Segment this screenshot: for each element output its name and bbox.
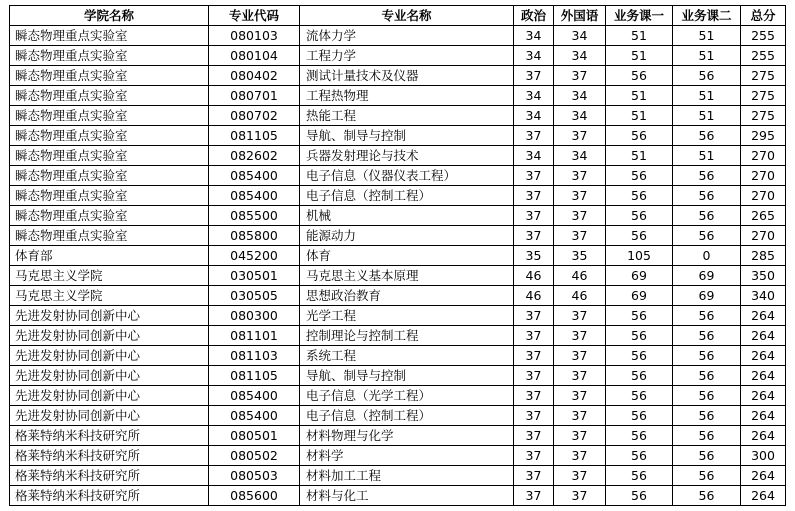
table-row [10,446,786,466]
cell-politics-score: 37 [514,206,554,226]
cell-college-name: 瞬态物理重点实验室 [10,226,209,246]
cell-course-two-score: 56 [673,166,741,186]
cell-major-code: 080103 [209,26,300,46]
table-row [10,266,786,286]
score-table [9,5,786,506]
cell-total-score: 264 [741,406,786,426]
header-foreign-language: 外国语 [554,6,606,26]
cell-course-one-score: 69 [606,286,673,306]
cell-foreign-language-score: 37 [554,66,606,86]
cell-major-name: 系统工程 [300,346,514,366]
cell-major-code: 080402 [209,66,300,86]
cell-college-name: 马克思主义学院 [10,266,209,286]
cell-course-one-score: 51 [606,106,673,126]
cell-major-name: 电子信息（仪器仪表工程） [300,166,514,186]
table-row [10,186,786,206]
cell-course-two-score: 51 [673,86,741,106]
cell-course-one-score: 56 [606,206,673,226]
cell-course-two-score: 56 [673,346,741,366]
cell-politics-score: 37 [514,426,554,446]
cell-major-name: 导航、制导与控制 [300,126,514,146]
cell-total-score: 255 [741,26,786,46]
cell-total-score: 270 [741,146,786,166]
cell-total-score: 270 [741,166,786,186]
cell-foreign-language-score: 34 [554,46,606,66]
cell-course-two-score: 51 [673,26,741,46]
table-row [10,86,786,106]
table-row [10,306,786,326]
table-header-row [10,6,786,26]
cell-major-name: 导航、制导与控制 [300,366,514,386]
cell-course-two-score: 56 [673,486,741,506]
cell-college-name: 瞬态物理重点实验室 [10,26,209,46]
cell-major-code: 080701 [209,86,300,106]
table-row [10,26,786,46]
cell-major-name: 流体力学 [300,26,514,46]
cell-politics-score: 37 [514,166,554,186]
cell-major-code: 081101 [209,326,300,346]
cell-total-score: 285 [741,246,786,266]
cell-politics-score: 37 [514,346,554,366]
cell-politics-score: 37 [514,406,554,426]
cell-foreign-language-score: 46 [554,266,606,286]
cell-major-name: 材料学 [300,446,514,466]
cell-total-score: 264 [741,466,786,486]
header-course-two: 业务课二 [673,6,741,26]
cell-foreign-language-score: 37 [554,426,606,446]
cell-course-one-score: 69 [606,266,673,286]
cell-course-one-score: 56 [606,226,673,246]
cell-course-two-score: 56 [673,446,741,466]
cell-college-name: 瞬态物理重点实验室 [10,146,209,166]
cell-total-score: 255 [741,46,786,66]
cell-politics-score: 37 [514,446,554,466]
cell-college-name: 马克思主义学院 [10,286,209,306]
table-row [10,246,786,266]
cell-total-score: 264 [741,386,786,406]
cell-politics-score: 34 [514,106,554,126]
cell-course-two-score: 56 [673,126,741,146]
cell-course-two-score: 0 [673,246,741,266]
cell-course-two-score: 56 [673,226,741,246]
cell-total-score: 350 [741,266,786,286]
cell-major-code: 080702 [209,106,300,126]
cell-total-score: 275 [741,66,786,86]
cell-major-code: 081103 [209,346,300,366]
cell-college-name: 瞬态物理重点实验室 [10,66,209,86]
cell-total-score: 264 [741,326,786,346]
cell-college-name: 格莱特纳米科技研究所 [10,486,209,506]
cell-major-name: 工程力学 [300,46,514,66]
cell-total-score: 264 [741,366,786,386]
table-row [10,486,786,506]
cell-politics-score: 37 [514,386,554,406]
cell-foreign-language-score: 34 [554,106,606,126]
cell-major-code: 085600 [209,486,300,506]
cell-course-two-score: 69 [673,286,741,306]
cell-politics-score: 46 [514,266,554,286]
cell-college-name: 瞬态物理重点实验室 [10,46,209,66]
cell-course-two-score: 56 [673,66,741,86]
cell-course-two-score: 56 [673,406,741,426]
cell-foreign-language-score: 34 [554,86,606,106]
cell-course-two-score: 51 [673,46,741,66]
table-row [10,126,786,146]
table-row [10,206,786,226]
table-row [10,226,786,246]
cell-total-score: 270 [741,186,786,206]
cell-major-code: 085800 [209,226,300,246]
cell-college-name: 瞬态物理重点实验室 [10,86,209,106]
cell-foreign-language-score: 37 [554,326,606,346]
cell-major-name: 电子信息（光学工程） [300,386,514,406]
cell-foreign-language-score: 37 [554,306,606,326]
cell-major-code: 085400 [209,406,300,426]
cell-course-two-score: 51 [673,106,741,126]
header-major-code: 专业代码 [209,6,300,26]
cell-college-name: 体育部 [10,246,209,266]
cell-major-code: 082602 [209,146,300,166]
header-college: 学院名称 [10,6,209,26]
cell-major-name: 兵器发射理论与技术 [300,146,514,166]
cell-politics-score: 34 [514,86,554,106]
cell-foreign-language-score: 37 [554,206,606,226]
cell-course-one-score: 56 [606,486,673,506]
cell-course-one-score: 56 [606,466,673,486]
cell-course-one-score: 51 [606,86,673,106]
cell-foreign-language-score: 34 [554,146,606,166]
cell-course-two-score: 56 [673,326,741,346]
cell-foreign-language-score: 37 [554,466,606,486]
cell-foreign-language-score: 37 [554,446,606,466]
cell-college-name: 先进发射协同创新中心 [10,366,209,386]
cell-politics-score: 37 [514,306,554,326]
cell-course-one-score: 56 [606,66,673,86]
cell-course-two-score: 56 [673,186,741,206]
cell-foreign-language-score: 37 [554,386,606,406]
cell-major-code: 030505 [209,286,300,306]
cell-college-name: 先进发射协同创新中心 [10,386,209,406]
cell-major-code: 085400 [209,386,300,406]
cell-politics-score: 37 [514,186,554,206]
table-body [10,26,786,506]
cell-total-score: 264 [741,346,786,366]
cell-course-one-score: 51 [606,46,673,66]
cell-course-one-score: 56 [606,346,673,366]
cell-total-score: 300 [741,446,786,466]
cell-politics-score: 37 [514,486,554,506]
table-row [10,146,786,166]
cell-major-name: 测试计量技术及仪器 [300,66,514,86]
cell-college-name: 先进发射协同创新中心 [10,406,209,426]
cell-major-code: 085400 [209,186,300,206]
cell-course-one-score: 56 [606,386,673,406]
cell-total-score: 275 [741,86,786,106]
cell-college-name: 格莱特纳米科技研究所 [10,426,209,446]
cell-major-code: 080501 [209,426,300,446]
table-row [10,66,786,86]
cell-foreign-language-score: 46 [554,286,606,306]
table-row [10,346,786,366]
cell-foreign-language-score: 37 [554,186,606,206]
header-course-one: 业务课一 [606,6,673,26]
cell-foreign-language-score: 37 [554,166,606,186]
cell-major-name: 材料物理与化学 [300,426,514,446]
cell-total-score: 295 [741,126,786,146]
cell-course-two-score: 69 [673,266,741,286]
cell-politics-score: 34 [514,146,554,166]
header-total: 总分 [741,6,786,26]
cell-politics-score: 37 [514,66,554,86]
cell-major-code: 081105 [209,126,300,146]
cell-major-name: 光学工程 [300,306,514,326]
cell-course-one-score: 51 [606,26,673,46]
cell-major-name: 思想政治教育 [300,286,514,306]
table-row [10,406,786,426]
cell-course-two-score: 56 [673,366,741,386]
cell-course-one-score: 56 [606,186,673,206]
cell-college-name: 先进发射协同创新中心 [10,346,209,366]
cell-course-one-score: 56 [606,166,673,186]
cell-major-name: 机械 [300,206,514,226]
cell-major-code: 080502 [209,446,300,466]
table-row [10,426,786,446]
cell-college-name: 先进发射协同创新中心 [10,326,209,346]
cell-politics-score: 34 [514,26,554,46]
cell-politics-score: 37 [514,326,554,346]
cell-major-code: 080503 [209,466,300,486]
table-row [10,106,786,126]
cell-college-name: 格莱特纳米科技研究所 [10,446,209,466]
cell-politics-score: 37 [514,126,554,146]
cell-college-name: 瞬态物理重点实验室 [10,206,209,226]
cell-course-one-score: 56 [606,306,673,326]
cell-major-name: 电子信息（控制工程） [300,186,514,206]
cell-college-name: 瞬态物理重点实验室 [10,126,209,146]
cell-foreign-language-score: 34 [554,26,606,46]
cell-foreign-language-score: 37 [554,366,606,386]
cell-course-one-score: 51 [606,146,673,166]
cell-college-name: 格莱特纳米科技研究所 [10,466,209,486]
cell-college-name: 瞬态物理重点实验室 [10,166,209,186]
cell-foreign-language-score: 37 [554,406,606,426]
cell-major-code: 045200 [209,246,300,266]
cell-course-two-score: 56 [673,386,741,406]
header-politics: 政治 [514,6,554,26]
cell-total-score: 270 [741,226,786,246]
cell-politics-score: 37 [514,466,554,486]
cell-major-code: 081105 [209,366,300,386]
cell-course-one-score: 105 [606,246,673,266]
cell-course-one-score: 56 [606,426,673,446]
cell-total-score: 265 [741,206,786,226]
cell-course-two-score: 56 [673,306,741,326]
cell-major-name: 能源动力 [300,226,514,246]
cell-major-code: 030501 [209,266,300,286]
cell-course-two-score: 56 [673,466,741,486]
cell-total-score: 264 [741,306,786,326]
table-row [10,46,786,66]
cell-major-code: 085500 [209,206,300,226]
cell-major-name: 材料与化工 [300,486,514,506]
table-row [10,326,786,346]
cell-politics-score: 34 [514,46,554,66]
cell-major-code: 080104 [209,46,300,66]
table-row [10,466,786,486]
cell-course-two-score: 56 [673,426,741,446]
table-row [10,286,786,306]
cell-major-name: 材料加工工程 [300,466,514,486]
cell-major-name: 控制理论与控制工程 [300,326,514,346]
cell-politics-score: 46 [514,286,554,306]
cell-foreign-language-score: 37 [554,226,606,246]
cell-college-name: 瞬态物理重点实验室 [10,106,209,126]
cell-major-name: 电子信息（控制工程） [300,406,514,426]
cell-politics-score: 37 [514,226,554,246]
cell-major-code: 080300 [209,306,300,326]
table-row [10,366,786,386]
cell-major-name: 热能工程 [300,106,514,126]
score-table-container [9,5,786,506]
cell-major-name: 体育 [300,246,514,266]
cell-college-name: 先进发射协同创新中心 [10,306,209,326]
cell-college-name: 瞬态物理重点实验室 [10,186,209,206]
cell-foreign-language-score: 37 [554,346,606,366]
cell-major-code: 085400 [209,166,300,186]
header-major-name: 专业名称 [300,6,514,26]
table-row [10,166,786,186]
cell-foreign-language-score: 35 [554,246,606,266]
cell-total-score: 340 [741,286,786,306]
cell-course-two-score: 56 [673,206,741,226]
cell-total-score: 275 [741,106,786,126]
cell-total-score: 264 [741,486,786,506]
table-row [10,386,786,406]
cell-major-name: 马克思主义基本原理 [300,266,514,286]
cell-course-two-score: 51 [673,146,741,166]
cell-course-one-score: 56 [606,126,673,146]
cell-course-one-score: 56 [606,446,673,466]
cell-course-one-score: 56 [606,366,673,386]
cell-total-score: 264 [741,426,786,446]
cell-foreign-language-score: 37 [554,486,606,506]
cell-politics-score: 37 [514,366,554,386]
cell-course-one-score: 56 [606,326,673,346]
cell-politics-score: 35 [514,246,554,266]
cell-foreign-language-score: 37 [554,126,606,146]
cell-major-name: 工程热物理 [300,86,514,106]
cell-course-one-score: 56 [606,406,673,426]
